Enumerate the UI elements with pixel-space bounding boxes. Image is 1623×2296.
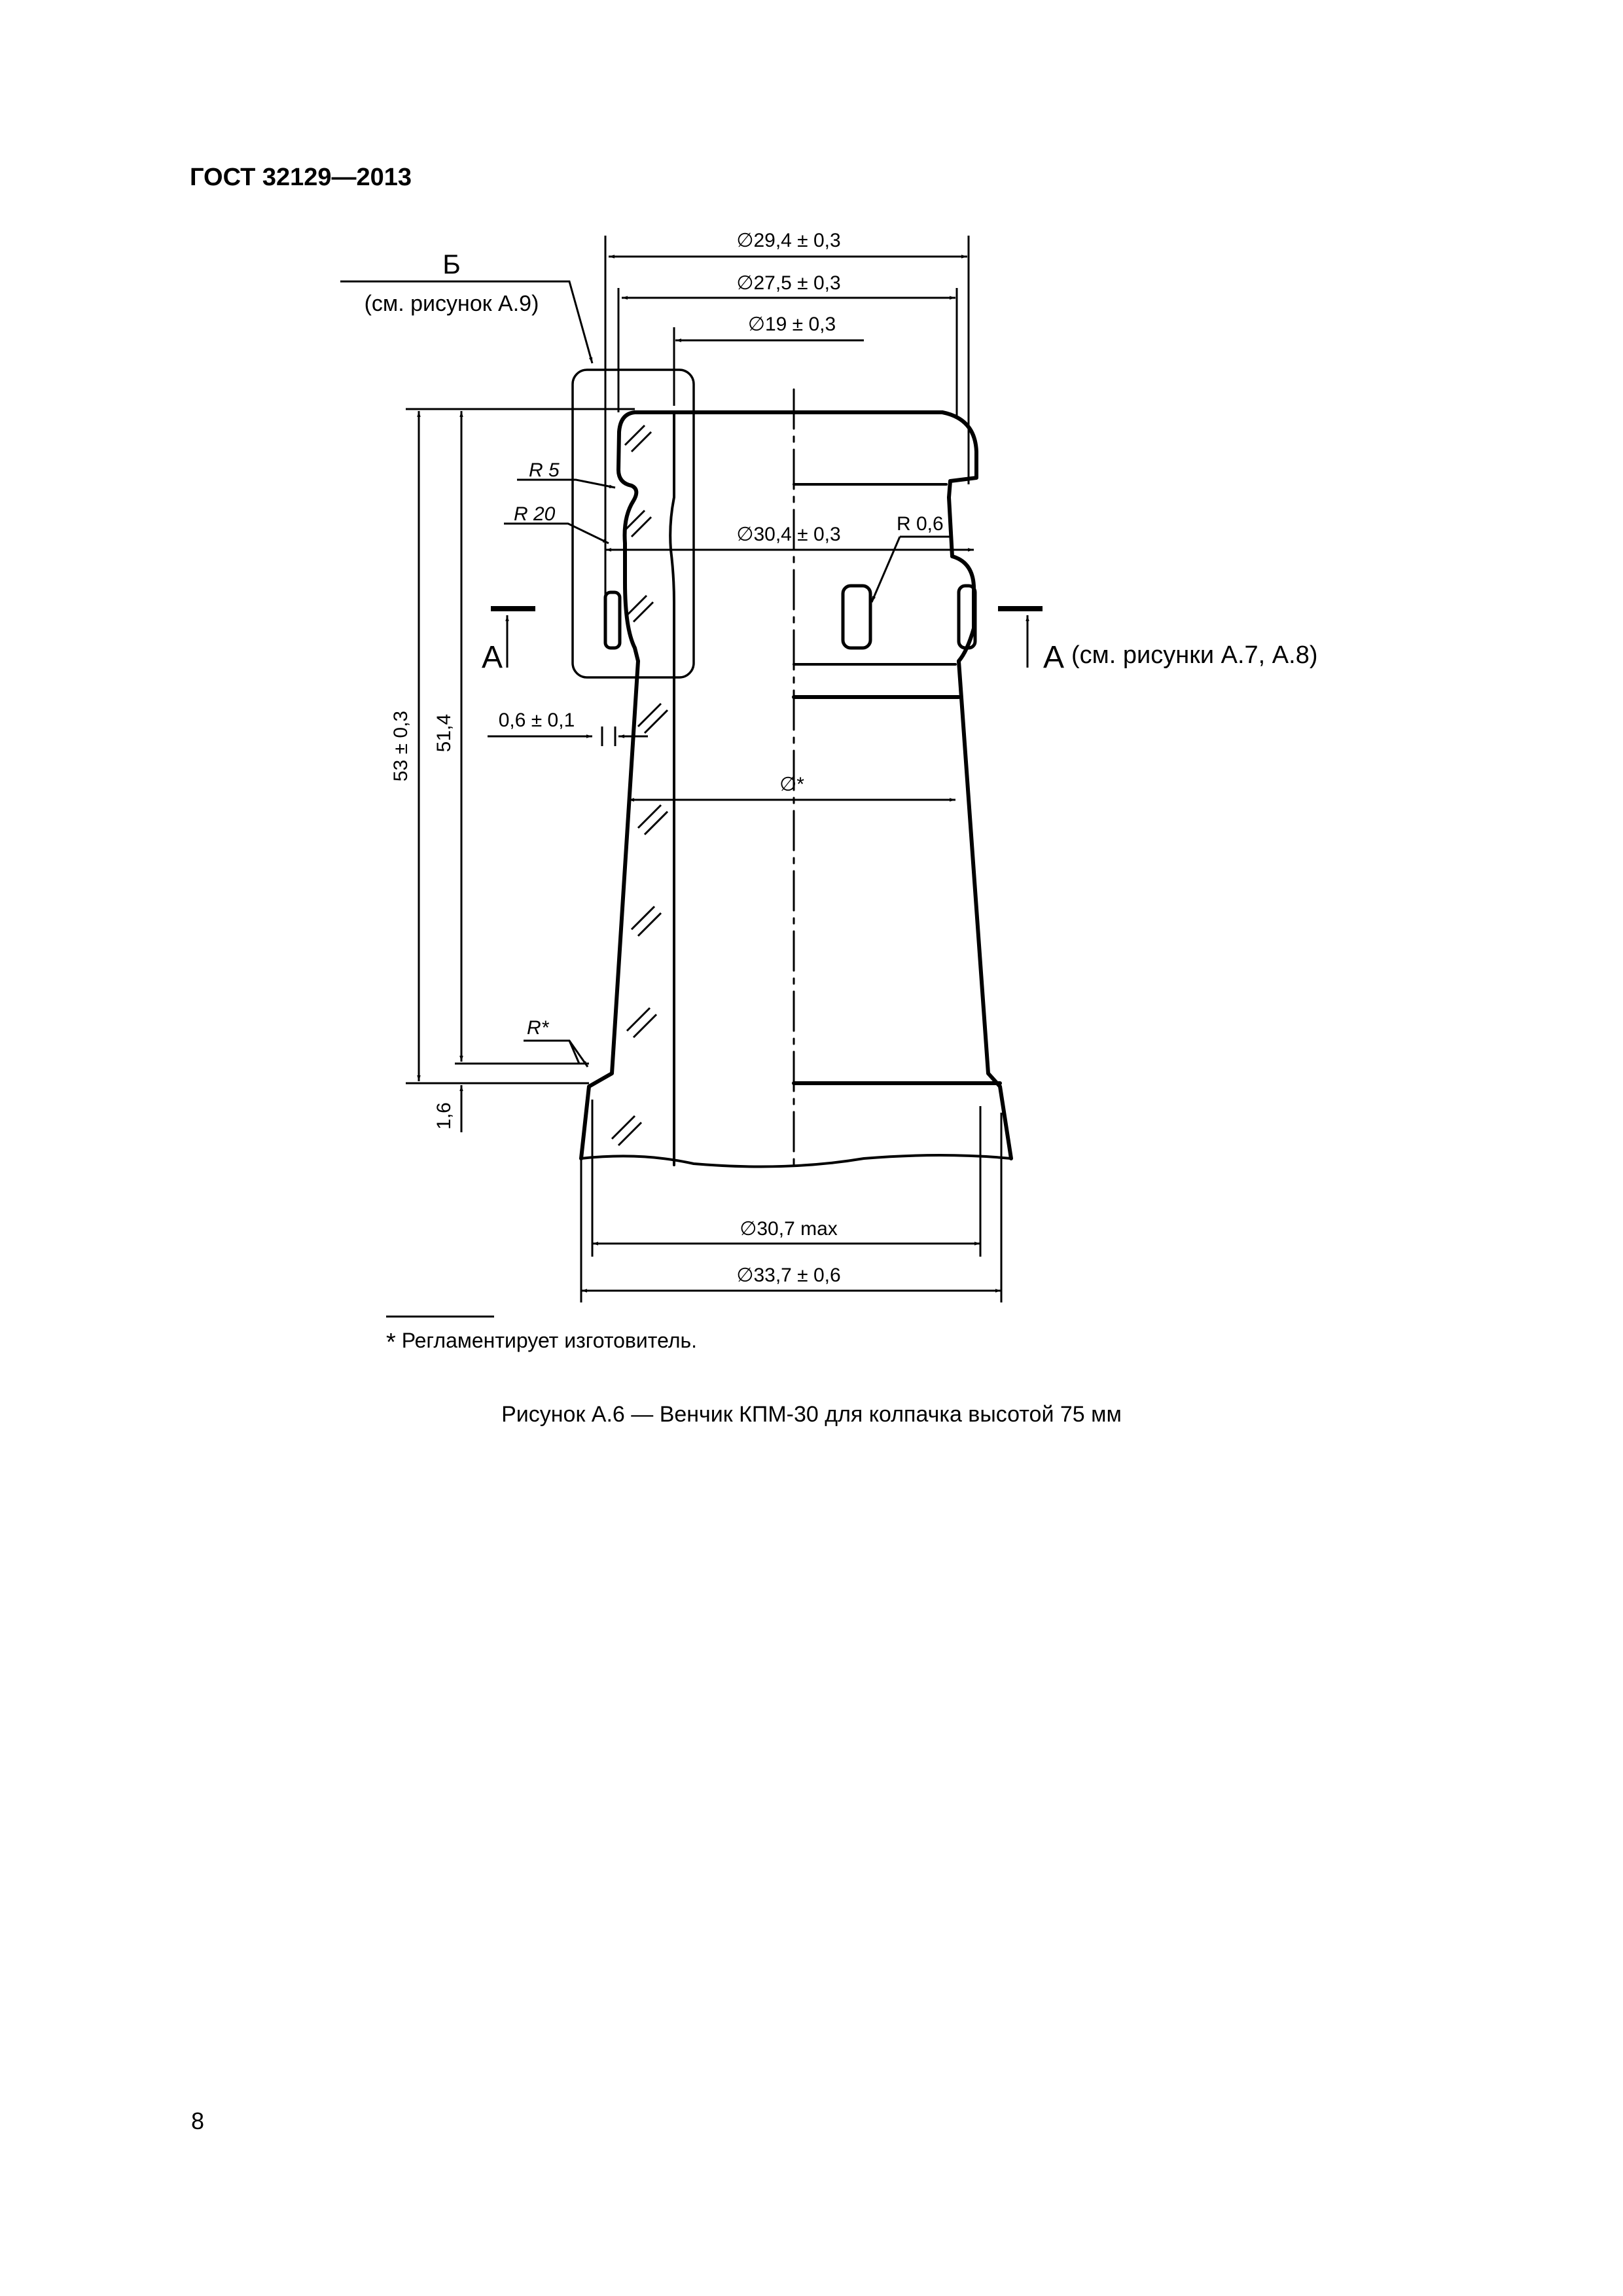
dim-height-53: 53 ± 0,3 [390, 710, 412, 782]
section-label-right: А [1043, 640, 1065, 675]
hatching [612, 425, 668, 1145]
dim-height-51-4: 51,4 [433, 713, 455, 753]
dimension-lines [406, 236, 1001, 1302]
view-b-reference: (см. рисунок А.9) [364, 291, 539, 316]
dim-diameter-30-7: ∅30,7 max [740, 1218, 838, 1240]
view-b-label: Б [442, 249, 461, 279]
dim-diameter-star: ∅* [779, 774, 804, 795]
footnote-text: Регламентирует изготовитель. [401, 1329, 698, 1352]
section-reference: (см. рисунки А.7, А.8) [1071, 641, 1318, 669]
footnote [386, 1329, 697, 1357]
footnote-star: * [386, 1329, 396, 1356]
figure-caption: Рисунок А.6 — Венчик КПМ-30 для колпачка высотой 75 мм [501, 1402, 1122, 1427]
dim-diameter-33-7: ∅33,7 ± 0,6 [736, 1265, 841, 1286]
section-label-left: А [481, 640, 503, 675]
dim-diameter-30-4: ∅30,4 ± 0,3 [736, 524, 841, 545]
dim-wall-thickness: 0,6 ± 0,1 [498, 709, 575, 731]
dim-radius-0-6: R 0,6 [897, 513, 944, 535]
dim-radius-20: R 20 [514, 503, 556, 525]
drawing-labels [365, 230, 1318, 1286]
footnote-rule [386, 1316, 494, 1318]
document-header: ГОСТ 32129—2013 [190, 164, 412, 191]
dim-radius-5: R 5 [529, 459, 560, 481]
page-number: 8 [191, 2108, 205, 2134]
dim-diameter-27-5: ∅27,5 ± 0,3 [736, 272, 841, 294]
dim-diameter-29-4: ∅29,4 ± 0,3 [736, 230, 841, 251]
dim-diameter-19: ∅19 ± 0,3 [747, 314, 836, 335]
dim-height-1-6: 1,6 [433, 1102, 455, 1130]
dim-radius-star: R* [527, 1017, 549, 1039]
